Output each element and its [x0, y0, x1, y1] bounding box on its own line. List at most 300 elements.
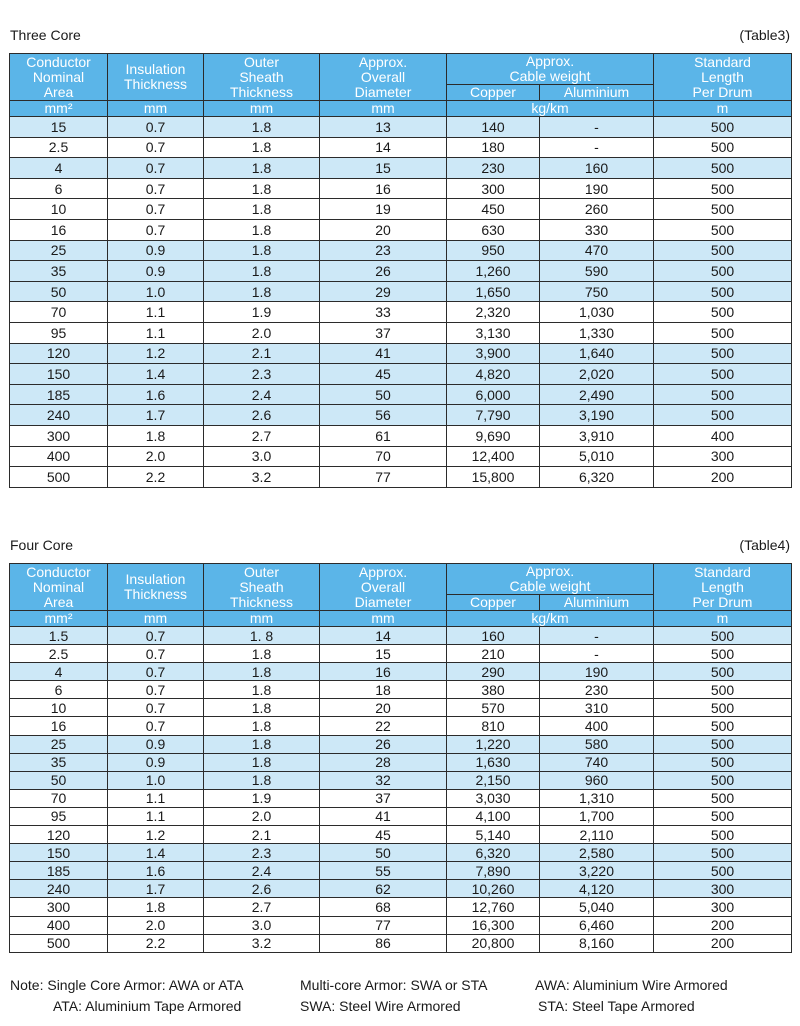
cell-sheath: 1.8: [204, 137, 320, 158]
cell-diameter: 28: [320, 753, 447, 771]
cell-area: 50: [10, 281, 108, 302]
header-sheath-line: Outer: [243, 53, 279, 70]
cell-copper-weight: 3,130: [447, 322, 540, 343]
cell-drum-length: 300: [654, 880, 792, 898]
cell-area: 95: [10, 322, 108, 343]
cell-sheath: 1.8: [204, 681, 320, 699]
cell-drum-length: 500: [654, 343, 792, 364]
cell-aluminium-weight: 190: [540, 178, 654, 199]
cell-sheath: 2.0: [204, 807, 320, 825]
cell-aluminium-weight: -: [540, 137, 654, 158]
cell-copper-weight: 1,650: [447, 281, 540, 302]
cell-sheath: 3.0: [204, 916, 320, 934]
cell-drum-length: 500: [654, 627, 792, 645]
cell-insulation: 0.9: [108, 753, 204, 771]
cell-drum-length: 500: [654, 826, 792, 844]
table-row: [10, 826, 792, 844]
cell-insulation: 0.7: [108, 663, 204, 681]
cell-copper-weight: 450: [447, 199, 540, 220]
header-weight-line: Cable weight: [509, 578, 591, 594]
cell-insulation: 0.7: [108, 717, 204, 735]
header-length: [654, 54, 792, 101]
cell-insulation: 1.2: [108, 826, 204, 844]
cell-copper-weight: 12,400: [447, 446, 540, 467]
table3-title: Three Core: [10, 27, 81, 43]
cell-sheath: 1.9: [204, 789, 320, 807]
cell-sheath: 3.0: [204, 446, 320, 467]
cell-area: 4: [10, 663, 108, 681]
table-row: [10, 137, 792, 158]
table-row: [10, 117, 792, 138]
header-aluminium: Aluminium: [540, 85, 654, 101]
table3-tag: (Table3): [739, 27, 790, 43]
table-row: [10, 735, 792, 753]
cell-area: 500: [10, 467, 108, 488]
cell-diameter: 18: [320, 681, 447, 699]
cell-area: 240: [10, 880, 108, 898]
cell-diameter: 26: [320, 261, 447, 282]
table4-title: Four Core: [10, 537, 74, 553]
header-sheath-line: Outer: [243, 563, 279, 580]
cell-aluminium-weight: 2,490: [540, 384, 654, 405]
cell-sheath: 2.6: [204, 405, 320, 426]
note-line-2: [10, 996, 790, 1016]
cell-drum-length: 500: [654, 261, 792, 282]
cell-area: 120: [10, 343, 108, 364]
cell-sheath: 1. 8: [204, 627, 320, 645]
cell-diameter: 50: [320, 384, 447, 405]
cell-copper-weight: 16,300: [447, 916, 540, 934]
header-weight-line: Approx.: [525, 563, 575, 579]
cell-aluminium-weight: 470: [540, 240, 654, 261]
cell-diameter: 15: [320, 645, 447, 663]
cell-insulation: 0.9: [108, 240, 204, 261]
header-conductor: [10, 564, 108, 611]
header-copper: Copper: [447, 595, 540, 611]
header-conductor-line: Nominal: [32, 578, 85, 595]
header-conductor-line: Conductor: [26, 53, 91, 70]
cell-drum-length: 500: [654, 322, 792, 343]
cell-copper-weight: 7,890: [447, 862, 540, 880]
header-length-line: Length: [701, 68, 744, 85]
note-sta: STA: Steel Tape Armored: [538, 998, 695, 1014]
cell-aluminium-weight: 3,220: [540, 862, 654, 880]
header-insulation-line: Thickness: [123, 586, 188, 602]
cell-sheath: 2.1: [204, 826, 320, 844]
cell-aluminium-weight: 960: [540, 771, 654, 789]
cell-area: 16: [10, 717, 108, 735]
cell-copper-weight: 9,690: [447, 425, 540, 446]
cell-insulation: 1.8: [108, 425, 204, 446]
unit-conductor: mm²: [10, 611, 108, 627]
cell-drum-length: 200: [654, 467, 792, 488]
cell-drum-length: 500: [654, 240, 792, 261]
header-sheath: [204, 564, 320, 611]
cell-copper-weight: 15,800: [447, 467, 540, 488]
table-row: [10, 384, 792, 405]
cell-aluminium-weight: 5,040: [540, 898, 654, 916]
cell-area: 25: [10, 240, 108, 261]
cell-diameter: 29: [320, 281, 447, 302]
cell-copper-weight: 290: [447, 663, 540, 681]
cell-insulation: 0.7: [108, 117, 204, 138]
header-diameter-line: Overall: [360, 68, 406, 85]
cell-diameter: 41: [320, 343, 447, 364]
header-weight: [447, 54, 654, 85]
cell-copper-weight: 1,630: [447, 753, 540, 771]
cell-diameter: 55: [320, 862, 447, 880]
header-diameter-line: Overall: [360, 578, 406, 595]
cell-aluminium-weight: 230: [540, 681, 654, 699]
note-multi-core-armor: Multi-core Armor: SWA or STA: [300, 977, 488, 993]
cell-sheath: 1.8: [204, 663, 320, 681]
header-length-line: Per Drum: [692, 83, 753, 100]
cell-aluminium-weight: 1,640: [540, 343, 654, 364]
cell-area: 35: [10, 753, 108, 771]
cell-sheath: 1.9: [204, 302, 320, 323]
cell-sheath: 1.8: [204, 240, 320, 261]
table4-tag: (Table4): [739, 537, 790, 553]
cell-area: 300: [10, 898, 108, 916]
header-insulation-line: Thickness: [123, 76, 188, 92]
cell-area: 2.5: [10, 137, 108, 158]
cell-area: 2.5: [10, 645, 108, 663]
cell-copper-weight: 1,260: [447, 261, 540, 282]
cell-aluminium-weight: 2,580: [540, 844, 654, 862]
cell-aluminium-weight: 3,910: [540, 425, 654, 446]
cell-area: 15: [10, 117, 108, 138]
cell-copper-weight: 2,150: [447, 771, 540, 789]
cell-sheath: 1.8: [204, 178, 320, 199]
cell-insulation: 1.1: [108, 302, 204, 323]
cell-copper-weight: 4,100: [447, 807, 540, 825]
unit-insulation: mm: [108, 101, 204, 117]
cell-insulation: 0.9: [108, 735, 204, 753]
cell-drum-length: 500: [654, 807, 792, 825]
cell-aluminium-weight: 8,160: [540, 934, 654, 952]
cell-area: 35: [10, 261, 108, 282]
cell-drum-length: 500: [654, 281, 792, 302]
cell-diameter: 62: [320, 880, 447, 898]
cell-insulation: 1.1: [108, 807, 204, 825]
header-diameter: [320, 564, 447, 611]
unit-length: m: [654, 101, 792, 117]
cell-insulation: 0.7: [108, 627, 204, 645]
four-core-table: [9, 563, 792, 953]
cell-insulation: 1.8: [108, 898, 204, 916]
cell-drum-length: 500: [654, 844, 792, 862]
cell-sheath: 1.8: [204, 117, 320, 138]
table-row: [10, 862, 792, 880]
cell-sheath: 1.8: [204, 753, 320, 771]
cell-drum-length: 500: [654, 789, 792, 807]
cell-drum-length: 500: [654, 405, 792, 426]
cell-insulation: 1.7: [108, 880, 204, 898]
header-insulation-line: Insulation: [125, 571, 186, 587]
cell-aluminium-weight: 590: [540, 261, 654, 282]
cell-aluminium-weight: 740: [540, 753, 654, 771]
cell-aluminium-weight: 5,010: [540, 446, 654, 467]
cell-insulation: 0.7: [108, 199, 204, 220]
cell-sheath: 3.2: [204, 467, 320, 488]
table-row: [10, 627, 792, 645]
cell-diameter: 23: [320, 240, 447, 261]
cell-diameter: 14: [320, 137, 447, 158]
cell-diameter: 41: [320, 807, 447, 825]
cell-area: 50: [10, 771, 108, 789]
cell-drum-length: 300: [654, 898, 792, 916]
cell-sheath: 1.8: [204, 158, 320, 179]
cell-drum-length: 300: [654, 446, 792, 467]
table-row: [10, 916, 792, 934]
cell-aluminium-weight: 2,110: [540, 826, 654, 844]
cell-insulation: 1.6: [108, 384, 204, 405]
cell-sheath: 1.8: [204, 219, 320, 240]
cell-copper-weight: 630: [447, 219, 540, 240]
table-row: [10, 199, 792, 220]
header-length-line: Per Drum: [692, 593, 753, 610]
cell-sheath: 1.8: [204, 771, 320, 789]
cell-sheath: 2.3: [204, 844, 320, 862]
note-single-core-armor: Note: Single Core Armor: AWA or ATA: [10, 977, 244, 993]
cell-drum-length: 500: [654, 178, 792, 199]
cell-copper-weight: 6,000: [447, 384, 540, 405]
header-conductor: [10, 54, 108, 101]
cell-area: 95: [10, 807, 108, 825]
cell-copper-weight: 810: [447, 717, 540, 735]
three-core-table: [9, 53, 792, 488]
cell-insulation: 1.0: [108, 281, 204, 302]
cell-sheath: 2.1: [204, 343, 320, 364]
cell-insulation: 2.0: [108, 446, 204, 467]
cell-diameter: 22: [320, 717, 447, 735]
cell-copper-weight: 380: [447, 681, 540, 699]
table-row: [10, 681, 792, 699]
table-row: [10, 753, 792, 771]
header-diameter-line: Approx.: [358, 53, 408, 70]
cell-sheath: 1.8: [204, 261, 320, 282]
cell-area: 400: [10, 446, 108, 467]
cell-diameter: 37: [320, 322, 447, 343]
cell-area: 185: [10, 862, 108, 880]
header-weight-line: Approx.: [525, 53, 575, 69]
table4-heading: [10, 535, 790, 555]
cell-drum-length: 500: [654, 117, 792, 138]
cell-area: 70: [10, 302, 108, 323]
table-row: [10, 261, 792, 282]
cell-copper-weight: 210: [447, 645, 540, 663]
unit-sheath: mm: [204, 101, 320, 117]
header-diameter-line: Diameter: [354, 83, 412, 100]
cell-drum-length: 500: [654, 753, 792, 771]
cell-sheath: 2.4: [204, 862, 320, 880]
cell-area: 1.5: [10, 627, 108, 645]
cell-aluminium-weight: 4,120: [540, 880, 654, 898]
cell-drum-length: 200: [654, 916, 792, 934]
cell-aluminium-weight: 580: [540, 735, 654, 753]
cell-sheath: 2.7: [204, 898, 320, 916]
cell-diameter: 77: [320, 467, 447, 488]
cell-sheath: 1.8: [204, 281, 320, 302]
cell-aluminium-weight: 190: [540, 663, 654, 681]
header-insulation-line: Insulation: [125, 61, 186, 77]
cell-aluminium-weight: -: [540, 117, 654, 138]
cell-diameter: 20: [320, 699, 447, 717]
cell-sheath: 1.8: [204, 645, 320, 663]
table-row: [10, 844, 792, 862]
cell-aluminium-weight: 260: [540, 199, 654, 220]
table-row: [10, 898, 792, 916]
cell-sheath: 1.8: [204, 735, 320, 753]
table-row: [10, 240, 792, 261]
cell-area: 70: [10, 789, 108, 807]
table-row: [10, 425, 792, 446]
cell-insulation: 1.4: [108, 844, 204, 862]
table3-heading: [10, 25, 790, 45]
cell-diameter: 33: [320, 302, 447, 323]
cell-drum-length: 500: [654, 384, 792, 405]
cell-sheath: 2.7: [204, 425, 320, 446]
header-diameter: [320, 54, 447, 101]
cell-drum-length: 200: [654, 934, 792, 952]
cell-copper-weight: 1,220: [447, 735, 540, 753]
cell-drum-length: 500: [654, 158, 792, 179]
cell-diameter: 15: [320, 158, 447, 179]
table-row: [10, 302, 792, 323]
cell-diameter: 56: [320, 405, 447, 426]
cell-copper-weight: 6,320: [447, 844, 540, 862]
header-diameter-line: Diameter: [354, 593, 412, 610]
cell-area: 25: [10, 735, 108, 753]
table-row: [10, 467, 792, 488]
cell-drum-length: 500: [654, 645, 792, 663]
table-row: [10, 771, 792, 789]
table-row: [10, 807, 792, 825]
cell-copper-weight: 7,790: [447, 405, 540, 426]
unit-conductor: mm²: [10, 101, 108, 117]
cell-insulation: 0.9: [108, 261, 204, 282]
cell-sheath: 2.4: [204, 384, 320, 405]
header-sheath-line: Thickness: [229, 83, 294, 100]
cell-copper-weight: 570: [447, 699, 540, 717]
cell-insulation: 1.2: [108, 343, 204, 364]
table-row: [10, 934, 792, 952]
header-sheath: [204, 54, 320, 101]
cell-copper-weight: 180: [447, 137, 540, 158]
cell-area: 150: [10, 364, 108, 385]
cell-area: 120: [10, 826, 108, 844]
cell-aluminium-weight: 1,310: [540, 789, 654, 807]
cell-sheath: 2.6: [204, 880, 320, 898]
header-length-line: Standard: [694, 53, 751, 70]
header-aluminium: Aluminium: [540, 595, 654, 611]
unit-diameter: mm: [320, 101, 447, 117]
cell-copper-weight: 4,820: [447, 364, 540, 385]
table-row: [10, 364, 792, 385]
cell-aluminium-weight: 1,330: [540, 322, 654, 343]
header-conductor-line: Area: [43, 593, 74, 610]
cell-insulation: 0.7: [108, 219, 204, 240]
cell-aluminium-weight: 2,020: [540, 364, 654, 385]
cell-drum-length: 500: [654, 735, 792, 753]
table-row: [10, 717, 792, 735]
cell-drum-length: 500: [654, 302, 792, 323]
cell-area: 10: [10, 699, 108, 717]
table-row: [10, 880, 792, 898]
cell-aluminium-weight: 330: [540, 219, 654, 240]
cell-copper-weight: 160: [447, 627, 540, 645]
cell-sheath: 1.8: [204, 699, 320, 717]
header-length-line: Standard: [694, 563, 751, 580]
unit-diameter: mm: [320, 611, 447, 627]
cell-insulation: 2.2: [108, 467, 204, 488]
table-row: [10, 343, 792, 364]
header-length-line: Length: [701, 578, 744, 595]
cell-sheath: 1.8: [204, 717, 320, 735]
unit-insulation: mm: [108, 611, 204, 627]
header-weight: [447, 564, 654, 595]
cell-aluminium-weight: 310: [540, 699, 654, 717]
header-diameter-line: Approx.: [358, 563, 408, 580]
cell-insulation: 2.0: [108, 916, 204, 934]
cell-aluminium-weight: -: [540, 645, 654, 663]
table-row: [10, 322, 792, 343]
cell-insulation: 1.1: [108, 789, 204, 807]
cell-insulation: 2.2: [108, 934, 204, 952]
header-conductor-line: Nominal: [32, 68, 85, 85]
note-swa: SWA: Steel Wire Armored: [300, 998, 461, 1014]
cell-copper-weight: 3,030: [447, 789, 540, 807]
cell-drum-length: 500: [654, 699, 792, 717]
cell-diameter: 70: [320, 446, 447, 467]
cell-copper-weight: 12,760: [447, 898, 540, 916]
cell-copper-weight: 20,800: [447, 934, 540, 952]
cell-aluminium-weight: 1,030: [540, 302, 654, 323]
cell-insulation: 0.7: [108, 645, 204, 663]
table-row: [10, 446, 792, 467]
cell-aluminium-weight: 160: [540, 158, 654, 179]
header-copper: Copper: [447, 85, 540, 101]
cell-aluminium-weight: 6,320: [540, 467, 654, 488]
cell-diameter: 77: [320, 916, 447, 934]
cell-insulation: 0.7: [108, 158, 204, 179]
cell-sheath: 3.2: [204, 934, 320, 952]
cell-insulation: 0.7: [108, 681, 204, 699]
cell-area: 185: [10, 384, 108, 405]
cell-copper-weight: 230: [447, 158, 540, 179]
cell-drum-length: 500: [654, 771, 792, 789]
cell-area: 240: [10, 405, 108, 426]
cell-copper-weight: 3,900: [447, 343, 540, 364]
cell-insulation: 0.7: [108, 699, 204, 717]
cell-drum-length: 500: [654, 137, 792, 158]
cell-aluminium-weight: 6,460: [540, 916, 654, 934]
header-insulation: [108, 564, 204, 611]
cell-area: 4: [10, 158, 108, 179]
cell-diameter: 19: [320, 199, 447, 220]
cell-copper-weight: 2,320: [447, 302, 540, 323]
cell-aluminium-weight: -: [540, 627, 654, 645]
cell-area: 16: [10, 219, 108, 240]
cell-insulation: 1.7: [108, 405, 204, 426]
cell-aluminium-weight: 1,700: [540, 807, 654, 825]
cell-sheath: 2.3: [204, 364, 320, 385]
cell-copper-weight: 300: [447, 178, 540, 199]
cell-area: 400: [10, 916, 108, 934]
table-row: [10, 789, 792, 807]
cell-drum-length: 500: [654, 717, 792, 735]
cell-diameter: 61: [320, 425, 447, 446]
